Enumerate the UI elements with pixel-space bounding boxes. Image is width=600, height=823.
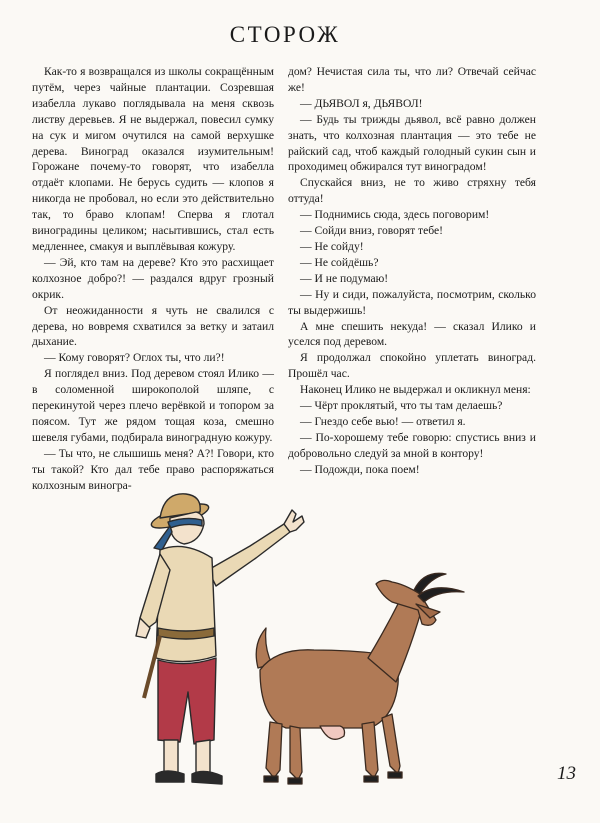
paragraph: — Ты что, не слышишь меня? А?! Говори, кто ты такой? Кто дал тебе право распоряжаться колхозным виногра- bbox=[32, 446, 274, 492]
paragraph: — По-хорошему тебе говорю: спустись вниз и добровольно следуй за мной в контору! bbox=[288, 430, 536, 460]
paragraph: — И не подумаю! bbox=[300, 271, 389, 285]
paragraph: — Не сойдёшь? bbox=[300, 255, 379, 269]
paragraph: Спускайся вниз, не то живо стряхну тебя оттуда! bbox=[288, 176, 536, 206]
illustration-watchman-and-goat bbox=[100, 478, 480, 798]
paragraph: — Будь ты трижды дьявол, всё равно должен знать, что колхозная плантация — это тебе не райский сад, чтоб каждый голодный сукин сын и проходимец обжирался тут виноградом! bbox=[288, 112, 536, 174]
paragraph: — ДЬЯВОЛ я, ДЬЯВОЛ! bbox=[300, 96, 423, 110]
paragraph: — Гнездо себе вью! — ответил я. bbox=[300, 414, 466, 428]
left-text-column bbox=[32, 64, 274, 493]
paragraph: — Эй, кто там на дереве? Кто это расхищает колхозное добро?! — раздался вдруг грозный окрик. bbox=[32, 255, 274, 301]
paragraph: От неожиданности я чуть не свалился с дерева, но вовремя схватился за ветку и затаил дыхание. bbox=[32, 303, 274, 349]
story-title: СТОРОЖ bbox=[229, 22, 341, 47]
paragraph: — Ну и сиди, пожалуйста, посмотрим, сколько ты выдержишь! bbox=[288, 287, 536, 317]
paragraph: — Кому говорят? Оглох ты, что ли?! bbox=[44, 351, 225, 365]
paragraph: А мне спешить некуда! — сказал Илико и уселся под деревом. bbox=[288, 319, 536, 349]
paragraph: — Поднимись сюда, здесь поговорим! bbox=[300, 208, 490, 222]
right-text-column bbox=[288, 64, 536, 478]
paragraph: Я поглядел вниз. Под деревом стоял Илико — в соломенной широкополой шляпе, с перекинутой через плечо верёвкой и топором за поясом. Тут же рядом тощая коза, смешно шевеля губами, подбирала виноградную кожуру. bbox=[32, 367, 274, 444]
paragraph: — Подожди, пока поем! bbox=[300, 462, 420, 476]
paragraph: — Чёрт проклятый, что ты там делаешь? bbox=[300, 399, 503, 413]
paragraph: Как-то я возвращался из школы сокращённым путём, через чайные плантации. Созревшая изабелла лукаво поглядывала на меня сквозь листву деревьев. Я не выдержал, повесил сумку на сук и мигом очутился на самой верхушке дерева. Виноград оказался изумительным! Горожане почему-то говорят, что изабелла отдаёт клопами. Не берусь судить — клопов я никогда не пробовал, но если это действительно так, то браво клопам! Сперва я глотал виноградины целиком; насытившись, стал есть медленнее, смакуя и выплёвывая кожуру. bbox=[32, 65, 274, 253]
paragraph: Я продолжал спокойно уплетать виноград. Прошёл час. bbox=[288, 351, 536, 381]
paragraph: — Сойди вниз, говорят тебе! bbox=[300, 224, 444, 238]
goat-figure bbox=[256, 573, 464, 784]
page-number: 13 bbox=[557, 763, 576, 784]
paragraph: Наконец Илико не выдержал и окликнул меня: bbox=[300, 383, 531, 397]
paragraph-continuation: дом? Нечистая сила ты, что ли? Отвечай сейчас же! bbox=[288, 65, 536, 94]
paragraph: — Не сойду! bbox=[300, 239, 364, 253]
